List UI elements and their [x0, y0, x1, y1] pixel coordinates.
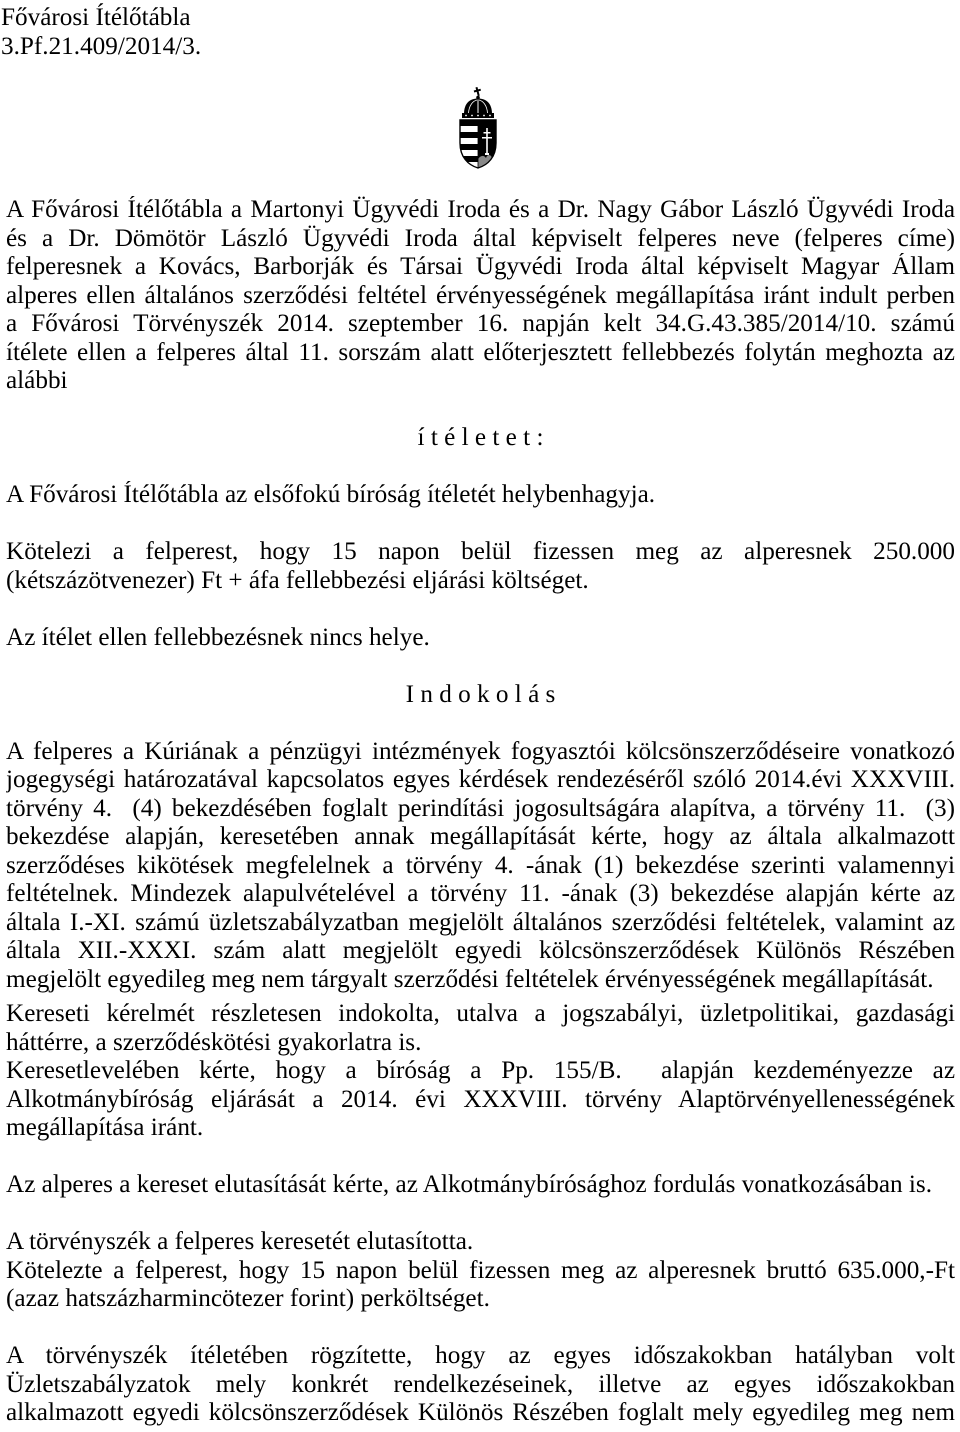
reasoning-line: jogegységi határozatával kapcsolatos egyes kérdések rendezéséről szóló 2014.évi XXXVIII. — [6, 766, 955, 793]
reasoning-line: törvény 4. (4) bekezdésében foglalt perindítási jogosultságára alapítva, a törvény 11. (3) — [6, 794, 955, 822]
reasoning-line: Kötelezte a felperest, hogy 15 napon belül fizessen meg az alperesnek bruttó 635.000,-Ft — [6, 1256, 955, 1284]
intro-line: felperesnek a Kovács, Barborják és Társai Ügyvédi Iroda által képviselt Magyar Állam — [6, 253, 955, 280]
reasoning-claim-paragraph — [6, 738, 955, 995]
reasoning-line: általa XII.-XXXI. szám alatt megjelölt egyedi kölcsönszerződések Különös Részében — [6, 937, 955, 964]
intro-line: alábbi — [6, 367, 68, 394]
reasoning-heading: I n d o k o l á s — [405, 680, 556, 708]
emblem-area — [0, 61, 960, 196]
ruling-costs — [6, 538, 955, 595]
reasoning-line: A törvényszék ítéletében rögzítette, hogy az egyes időszakokban hatályban volt — [6, 1342, 955, 1369]
reasoning-line: megjelölt egyedileg meg nem tárgyalt szerződési feltételek érvényességének megállapítását. — [6, 965, 934, 993]
intro-line: alperes ellen általános szerződési feltétel érvényességének megállapítása iránt indult perben — [6, 281, 955, 309]
reasoning-line: feltételnek. Mindezek alapulvételével a törvény 11. -ának (3) bekezdése alapján kérte az — [6, 880, 955, 907]
intro-line: ítélete ellen a felperes által 11. sorszám alatt előterjesztett fellebbezés folytán meghozta az — [6, 338, 955, 366]
document-body — [6, 196, 955, 1428]
reasoning-line: alkalmazott egyedi kölcsönszerződések Különös Részében foglalt mely egyedileg meg nem — [6, 1399, 955, 1426]
reasoning-line: háttérre, a szerződéskötési gyakorlatra is. — [6, 1028, 422, 1056]
reasoning-line: szerződéses kikötések megfelelnek a törvény 4. -ának (1) bekezdése szerinti valamennyi — [6, 851, 955, 879]
reasoning-line: bekezdése alapján, keresetében annak megállapítását kérte, hogy az általa alkalmazott — [6, 823, 955, 850]
ruling-affirm: A Fővárosi Ítélőtábla az elsőfokú bíróság ítéletét helybenhagyja. — [6, 481, 656, 508]
reasoning-line: A törvényszék a felperes keresetét elutasította. — [6, 1228, 474, 1255]
reasoning-line: (azaz hatszázharmincötezer forint) perköltséget. — [6, 1285, 490, 1312]
reasoning-line: Alkotmánybíróság eljárását a 2014. évi XXXVIII. törvény Alaptörvényellenességének — [6, 1085, 955, 1113]
reasoning-line: általa I.-XI. számú üzletszabályzatban megjelölt általános szerződési feltételek, valamint az — [6, 908, 955, 936]
reasoning-line: Keresetlevelében kérte, hogy a bíróság a Pp. 155/B. alapján kezdeményezze az — [6, 1057, 955, 1084]
referral-paragraph — [6, 1057, 955, 1143]
intro-line: A Fővárosi Ítélőtábla a Martonyi Ügyvédi Iroda és a Dr. Nagy Gábor László Ügyvédi Iroda — [6, 196, 955, 223]
hungarian-coat-of-arms-icon — [456, 87, 500, 169]
claim-detail-paragraph — [6, 1000, 955, 1057]
ruling-costs-line: Kötelezi a felperest, hogy 15 napon belül fizessen meg az alperesnek 250.000 — [6, 538, 955, 565]
reasoning-line: A felperes a Kúriának a pénzügyi intézmények fogyasztói kölcsönszerződéseire vonatkozó — [6, 737, 955, 765]
reasoning-line: Üzletszabályzatok mely konkrét rendelkezéseinek, illetve az egyes időszakokban — [6, 1370, 955, 1398]
findings-paragraph — [6, 1342, 955, 1428]
intro-paragraph — [6, 196, 955, 396]
court-name: Fővárosi Ítélőtábla — [1, 4, 191, 31]
reasoning-line: megállapítása iránt. — [6, 1114, 204, 1141]
reasoning-line: Kereseti kérelmét részletesen indokolta, utalva a jogszabályi, üzletpolitikai, gazdasági — [6, 1000, 955, 1027]
ruling-no-appeal: Az ítélet ellen fellebbezésnek nincs helye. — [6, 623, 430, 651]
intro-line: és a Dr. Dömötör László Ügyvédi Iroda által képviselt felperes neve (felperes címe) — [6, 224, 955, 252]
first-instance-paragraph — [6, 1228, 955, 1314]
case-number: 3.Pf.21.409/2014/3. — [1, 32, 202, 60]
verdict-heading: í t é l e t e t : — [417, 424, 544, 451]
ruling-costs-line: (kétszázötvenezer) Ft + áfa fellebbezési eljárási költséget. — [6, 566, 589, 594]
intro-line: a Fővárosi Törvényszék 2014. szeptember 16. napján kelt 34.G.43.385/2014/10. számú — [6, 310, 955, 337]
defense-paragraph: Az alperes a kereset elutasítását kérte, az Alkotmánybírósághoz fordulás vonatkozásában is. — [6, 1171, 932, 1198]
